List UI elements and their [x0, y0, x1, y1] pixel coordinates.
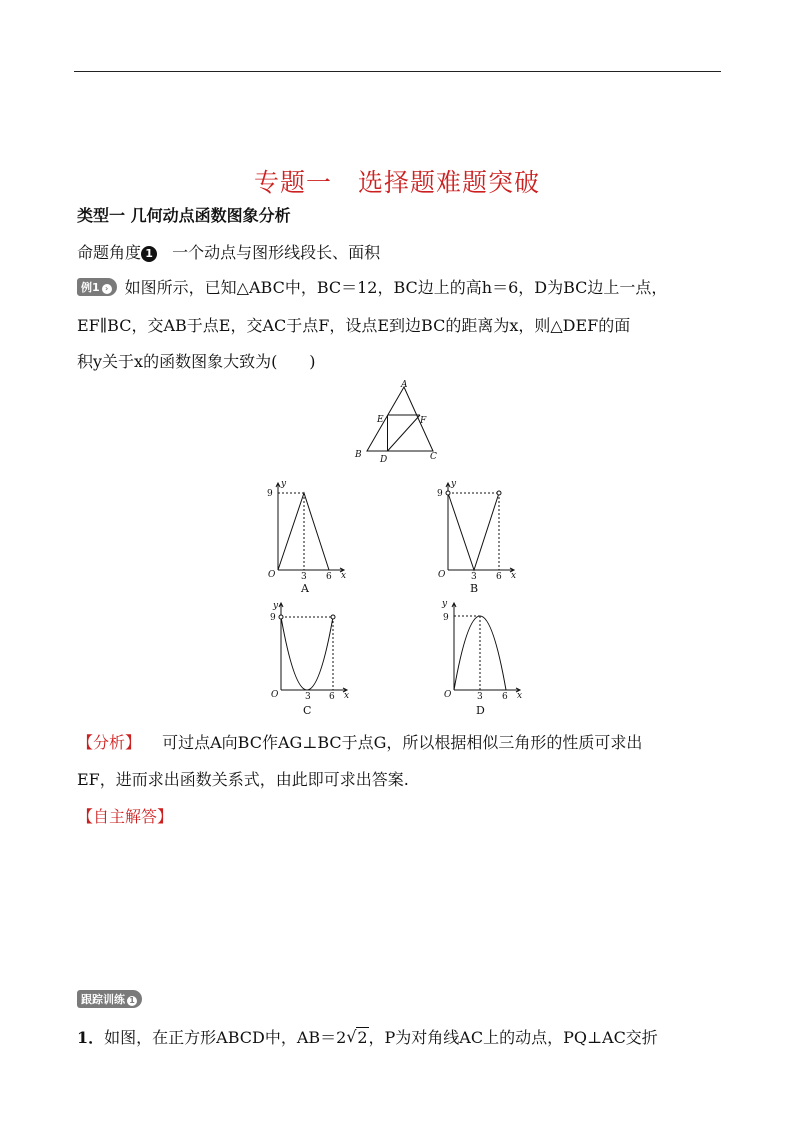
svg-text:3: 3 [305, 692, 311, 702]
problem-1 [77, 1025, 658, 1048]
option-c-label: C [303, 704, 312, 717]
svg-text:6: 6 [502, 692, 508, 702]
analysis-line-2: EF，进而求出函数关系式，由此即可求出答案. [77, 770, 409, 789]
svg-text:y: y [451, 479, 457, 489]
label-c: C [430, 452, 437, 462]
topic-angle-text: 一个动点与图形线段长、面积 [172, 243, 381, 262]
example-badge: 例1 › [77, 278, 117, 296]
segment-fd [388, 415, 421, 451]
svg-text:3: 3 [301, 572, 307, 582]
curve-c [281, 617, 333, 690]
tracking-badge: 跟踪训练 1 [77, 990, 142, 1009]
example-line-1 [77, 275, 667, 298]
svg-text:x: x [517, 691, 523, 701]
page-title: 专题一 选择题难题突破 [253, 168, 540, 197]
svg-text:O: O [444, 690, 452, 700]
option-a-label: A [301, 582, 309, 595]
problem-1-number: 1． [77, 1028, 105, 1047]
header-rule [74, 71, 721, 72]
svg-text:6: 6 [329, 692, 335, 702]
analysis-label: 【分析】 [77, 733, 142, 752]
graph-option-c [265, 598, 365, 720]
svg-text:6: 6 [496, 572, 502, 582]
problem-1-text-after: ，P为对角线AC上的动点，PQ⊥AC交折 [368, 1028, 658, 1047]
analysis-line-1 [77, 730, 642, 753]
topic-angle-number: 1 [141, 246, 157, 262]
example-line-2: EF∥BC，交AB于点E，交AC于点F，设点E到边BC的距离为x，则△DEF的面 [77, 316, 631, 335]
svg-text:O: O [268, 570, 276, 580]
tracking-badge-number: 1 [127, 996, 137, 1006]
analysis-text-1: 可过点A向BC作AG⊥BC于点G，所以根据相似三角形的性质可求出 [162, 733, 643, 752]
arrow-icon: › [102, 284, 112, 294]
svg-text:3: 3 [477, 692, 483, 702]
option-b-label: B [470, 582, 479, 595]
sqrt-radicand: 2 [357, 1028, 368, 1047]
svg-text:x: x [511, 571, 517, 581]
sqrt-expression [346, 1028, 368, 1047]
label-f: F [420, 416, 427, 426]
svg-text:O: O [271, 690, 279, 700]
svg-text:6: 6 [326, 572, 332, 582]
graph-option-b [432, 478, 532, 598]
svg-text:9: 9 [437, 489, 443, 499]
svg-text:3: 3 [471, 572, 477, 582]
option-d-label: D [476, 704, 485, 717]
svg-text:y: y [442, 599, 448, 609]
label-e: E [377, 415, 384, 425]
label-d: D [380, 455, 388, 465]
svg-text:9: 9 [270, 613, 276, 623]
svg-text:y: y [273, 601, 279, 611]
svg-text:y: y [281, 479, 287, 489]
problem-1-text-before: 如图，在正方形ABCD中，AB＝2 [104, 1028, 347, 1047]
svg-text:9: 9 [443, 613, 449, 623]
graph-option-a [262, 478, 362, 598]
topic-angle-prefix: 命题角度 [77, 243, 142, 262]
curve-b [448, 493, 499, 570]
label-b: B [355, 450, 362, 460]
triangle-figure [350, 378, 450, 468]
label-a: A [401, 380, 408, 390]
svg-text:O: O [438, 570, 446, 580]
svg-text:x: x [341, 571, 347, 581]
svg-text:9: 9 [267, 489, 273, 499]
topic-angle [77, 240, 380, 263]
section-heading: 类型一 几何动点函数图象分析 [77, 206, 291, 225]
self-answer-label: 【自主解答】 [77, 807, 174, 826]
sqrt-icon: √ [346, 1027, 357, 1046]
example-text-1: 如图所示，已知△ABC中，BC＝12，BC边上的高h＝6，D为BC边上一点， [124, 278, 668, 297]
example-line-3: 积y关于x的函数图象大致为( ) [77, 352, 316, 371]
svg-text:x: x [344, 691, 350, 701]
graph-option-d [438, 598, 538, 720]
